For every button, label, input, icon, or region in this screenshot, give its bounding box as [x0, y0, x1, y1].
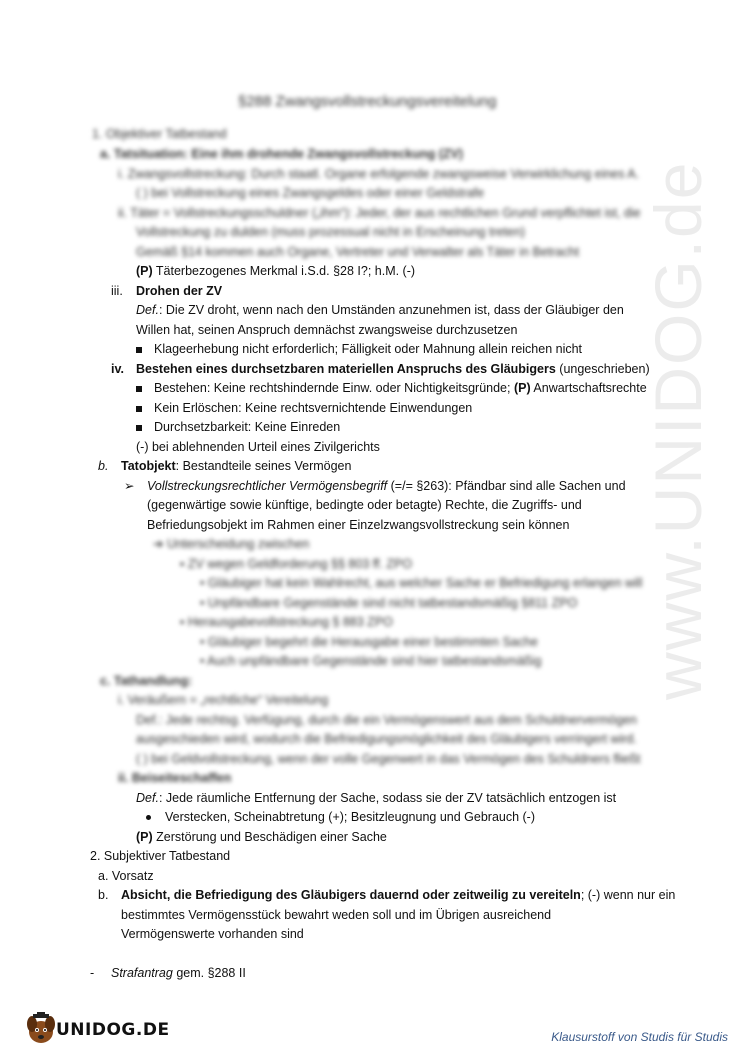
bullet-text: Durchsetzbarkeit: Keine Einreden: [154, 420, 341, 434]
bullet-text: Klageerhebung nicht erforderlich; Fälligkeit oder Mahnung allein reichen nicht: [154, 342, 583, 356]
def-label: Def.: [136, 303, 159, 317]
iv-heading-line: [136, 360, 650, 379]
b-tail: : Bestandteile seines Vermögen: [175, 459, 352, 473]
def-text: : Die ZV droht, wenn nach den Umständen anzunehmen ist, dass der Gläubiger den: [158, 303, 624, 317]
section-2a: a. Vorsatz: [98, 869, 154, 883]
logo-text: UNIDOG.DE: [56, 1020, 170, 1040]
iii-heading: Drohen der ZV: [136, 284, 223, 298]
blur-u4: • Unpfändbare Gegenstände sind nicht tatbestandsmäßig §811 ZPO: [200, 596, 578, 610]
def-text: : Jede räumliche Entfernung der Sache, sodass sie der ZV tatsächlich entzogen ist: [158, 791, 617, 805]
sub-a: a. Tatsituation: Eine ihm drohende Zwangsvollstreckung (ZV): [100, 147, 464, 161]
blur-c6: ii. Beiseiteschaffen: [118, 771, 232, 785]
b-heading-line: [121, 457, 351, 476]
s2b-bold: Absicht, die Befriedigung des Gläubigers dauernd oder zeitweilig zu vereiteln: [121, 888, 581, 902]
watermark: www.UNIDOG.de: [641, 160, 715, 700]
iv-heading: Bestehen eines durchsetzbaren materiellen Anspruchs des Gläubigers: [136, 362, 556, 376]
s2b-tail: ; (-) wenn nur ein: [580, 888, 676, 902]
b-number: b.: [98, 459, 109, 473]
p-label: (P): [513, 381, 531, 395]
blur-c5: ( ) bei Geldvollstreckung, wenn der volle Gegenwert in das Vermögen des Schuldners fließt: [136, 752, 641, 766]
blur-u7: • Auch unpfändbare Gegenstände sind hier tatbestandsmäßig: [200, 654, 542, 668]
page-title: §288 Zwangsvollstreckungsvereitelung: [238, 93, 497, 110]
ii-bullet: [146, 808, 535, 827]
b-def-line2: (gegenwärtige sowie künftige, bedingte oder betagte) Rechte, die Zugriffs- und: [147, 498, 582, 512]
p-text: Zerstörung und Beschädigen einer Sache: [152, 830, 387, 844]
b-heading: Tatobjekt: [121, 459, 176, 473]
section-2: 2. Subjektiver Tatbestand: [90, 849, 231, 863]
iii-def-line1: [136, 301, 624, 320]
footer-tagline: Klausurstoff von Studis für Studis: [551, 1030, 728, 1044]
b-def-term: Vollstreckungsrechtlicher Vermögensbegriff: [147, 479, 388, 493]
blur-c2: i. Veräußern = „rechtliche“ Vereitelung: [118, 693, 329, 707]
square-bullet-icon: [136, 406, 142, 412]
blur-u5: ▪ Herausgabevollstreckung § 883 ZPO: [180, 615, 393, 629]
iv-bullet-1: [136, 379, 647, 398]
section-2b-line2: bestimmtes Vermögensstück bewahrt weden soll und im Übrigen ausreichend: [121, 908, 552, 922]
iv-note: (-) bei ablehnenden Urteil eines Zivilgerichts: [136, 440, 380, 454]
section-2b-line3: Vermögenswerte vorhanden sind: [121, 927, 304, 941]
dog-logo-icon: [24, 1012, 58, 1046]
iv-bullet-3: [136, 418, 340, 437]
square-bullet-icon: [136, 425, 142, 431]
blur-u3: • Gläubiger hat kein Wahlrecht, aus welcher Sache er Befriedigung erlangen will: [200, 576, 643, 590]
section-2b-number: b.: [98, 888, 109, 902]
def-label: Def.: [136, 791, 159, 805]
iv-number: iv.: [111, 362, 124, 376]
sub-i-cont: ( ) bei Vollstreckung eines Zwangsgeldes oder einer Geldstrafe: [136, 186, 485, 200]
strafantrag-line: [111, 964, 246, 983]
iii-bullet: [136, 340, 582, 359]
bullet-text: Kein Erlöschen: Keine rechtsvernichtende Einwendungen: [154, 401, 473, 415]
b-def-line3: Befriedungsobjekt im Rahmen einer Einzelzwangsvollstreckung sein können: [147, 518, 570, 532]
p-label: (P): [136, 830, 153, 844]
p-text: Täterbezogenes Merkmal i.S.d. §28 I?; h.M. (-): [152, 264, 416, 278]
section-1: 1. Objektiver Tatbestand: [92, 127, 227, 141]
p-label: (P): [136, 264, 153, 278]
blur-u6: • Gläubiger begehrt die Herausgabe einer bestimmten Sache: [200, 635, 538, 649]
bullet-tail: Anwartschaftsrechte: [530, 381, 647, 395]
b-def-text: (=/= §263): Pfändbar sind alle Sachen und: [387, 479, 626, 493]
blur-c3: Def.: Jede rechtsg. Verfügung, durch die ein Vermögenswert aus dem Schuldnervermögen: [136, 713, 637, 727]
sub-ii: ii. Täter = Vollstreckungsschuldner („ihm“): Jeder, der aus rechtlichen Grund verpflichtet ist, die: [118, 206, 641, 220]
sub-ii-cont2: Gemäß §14 kommen auch Organe, Vertreter und Verwalter als Täter in Betracht: [136, 245, 580, 259]
dot-bullet-icon: [146, 815, 151, 820]
ii-def-line: [136, 789, 616, 808]
strafantrag-tail: gem. §288 II: [172, 966, 246, 980]
b-def-line1: [147, 477, 626, 496]
iv-heading-tail: (ungeschrieben): [555, 362, 650, 376]
section-2b-line1: [121, 886, 675, 905]
bullet-text: Verstecken, Scheinabtretung (+); Besitzleugnung und Gebrauch (-): [165, 810, 536, 824]
strafantrag-term: Strafantrag: [111, 966, 173, 980]
p-taeter-line: [136, 262, 415, 281]
iii-number: iii.: [111, 284, 123, 298]
iii-def-line2: Willen hat, seinen Anspruch demnächst zwangsweise durchzusetzen: [136, 323, 518, 337]
square-bullet-icon: [136, 386, 142, 392]
sub-i: i. Zwangsvollstreckung: Durch staatl. Organe erfolgende zwangsweise Verwirklichung eines A.: [118, 167, 640, 181]
ii-p-line: [136, 828, 387, 847]
bullet-text: Bestehen: Keine rechtshindernde Einw. oder Nichtigkeitsgründe;: [154, 381, 514, 395]
square-bullet-icon: [136, 347, 142, 353]
dash: -: [90, 966, 95, 980]
iv-bullet-2: [136, 399, 472, 418]
arrow-icon: ➢: [124, 479, 135, 493]
sub-ii-cont: Vollstreckung zu dulden (muss prozessual nicht in Erscheinung treten): [136, 225, 526, 239]
blur-u1: ➔ Unterscheidung zwischen: [153, 537, 310, 551]
blur-c4: ausgeschieden wird, wodurch die Befriedigungsmöglichkeit des Gläubigers verringert wird.: [136, 732, 637, 746]
blur-u2: ▪ ZV wegen Geldforderung §§ 803 ff. ZPO: [180, 557, 413, 571]
blur-c1: c. Tathandlung:: [100, 674, 193, 688]
